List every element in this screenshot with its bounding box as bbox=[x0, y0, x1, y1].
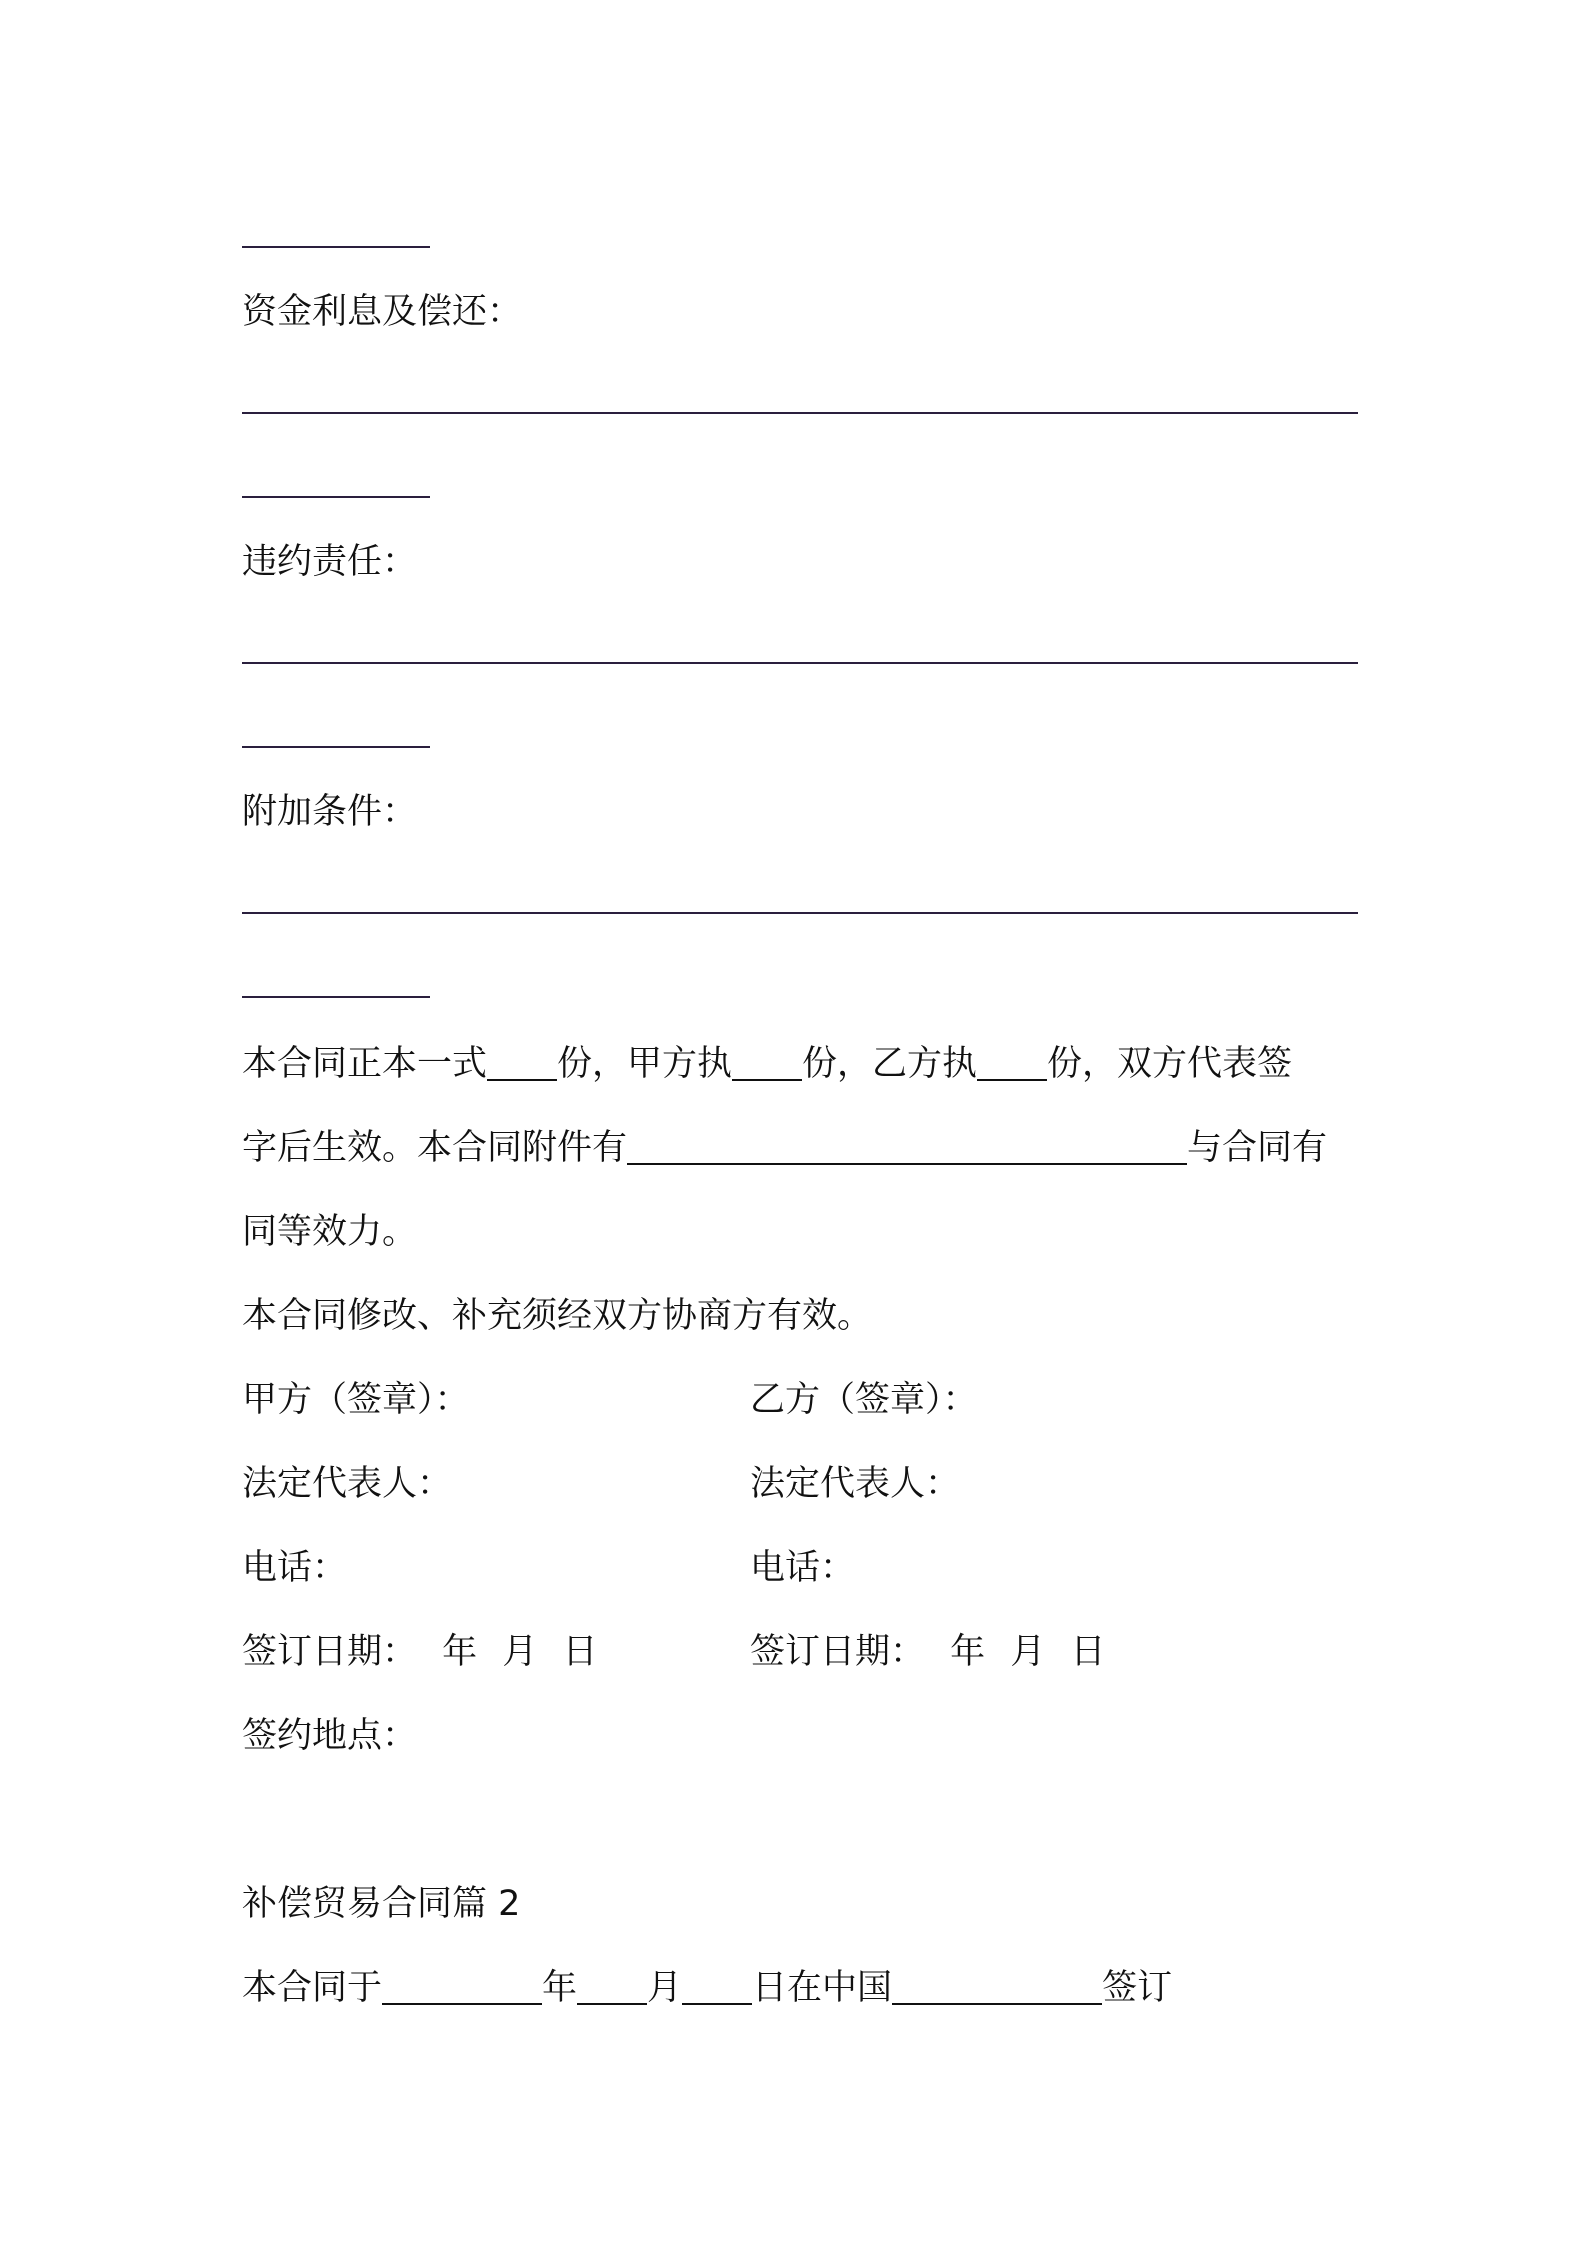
contract-date-text: 本合同于 bbox=[242, 1968, 383, 2008]
blank-field bbox=[977, 1047, 1047, 1081]
contract-date-text: 年 bbox=[542, 1968, 578, 2008]
party-a-date bbox=[242, 1628, 597, 1676]
blank-field bbox=[732, 1047, 802, 1081]
copies-text: 份，甲方执 bbox=[557, 1044, 733, 1084]
equal-effect-line: 同等效力。 bbox=[242, 1212, 418, 1252]
blank-field bbox=[627, 1131, 1187, 1165]
party-b-phone: 电话： bbox=[750, 1548, 856, 1588]
blank-field bbox=[892, 1971, 1102, 2005]
section-title: 补偿贸易合同篇 2 bbox=[242, 1884, 521, 1924]
fill-line-short bbox=[242, 996, 430, 998]
date-day: 日 bbox=[1070, 1632, 1106, 1672]
amendment-line: 本合同修改、补充须经双方协商方有效。 bbox=[242, 1296, 873, 1336]
breach-heading: 违约责任： bbox=[242, 542, 418, 582]
contract-date-text: 日在中国 bbox=[752, 1968, 893, 2008]
contract-date-text: 月 bbox=[647, 1968, 683, 2008]
date-month: 月 bbox=[502, 1632, 538, 1672]
party-b-date bbox=[750, 1628, 1105, 1676]
date-label: 签订日期： bbox=[242, 1632, 418, 1672]
fill-line-full bbox=[242, 662, 1358, 664]
party-a-rep: 法定代表人： bbox=[242, 1464, 453, 1504]
party-b-sign: 乙方（签章）： bbox=[750, 1380, 978, 1420]
funds-interest-heading: 资金利息及偿还： bbox=[242, 292, 523, 332]
fill-line-short bbox=[242, 746, 430, 748]
date-month: 月 bbox=[1010, 1632, 1046, 1672]
copies-text: 份，双方代表签 bbox=[1047, 1044, 1293, 1084]
party-b-rep: 法定代表人： bbox=[750, 1464, 961, 1504]
fill-line-short bbox=[242, 496, 430, 498]
section2-first-line bbox=[242, 1964, 1172, 2012]
copies-text: 份，乙方执 bbox=[802, 1044, 978, 1084]
contract-date-text: 签订 bbox=[1102, 1968, 1173, 2008]
date-label: 签订日期： bbox=[750, 1632, 926, 1672]
additional-heading: 附加条件： bbox=[242, 792, 418, 832]
blank-field bbox=[382, 1971, 542, 2005]
date-year: 年 bbox=[442, 1632, 478, 1672]
fill-line-full bbox=[242, 412, 1358, 414]
party-a-phone: 电话： bbox=[242, 1548, 348, 1588]
party-a-sign: 甲方（签章）： bbox=[242, 1380, 470, 1420]
blank-field bbox=[682, 1971, 752, 2005]
attachment-line bbox=[242, 1124, 1327, 1172]
copies-line bbox=[242, 1040, 1292, 1088]
attachment-text: 字后生效。本合同附件有 bbox=[242, 1128, 628, 1168]
signing-place: 签约地点： bbox=[242, 1716, 418, 1756]
date-day: 日 bbox=[562, 1632, 598, 1672]
attachment-text: 与合同有 bbox=[1187, 1128, 1328, 1168]
date-year: 年 bbox=[950, 1632, 986, 1672]
fill-line-short bbox=[242, 246, 430, 248]
fill-line-full bbox=[242, 912, 1358, 914]
copies-text: 本合同正本一式 bbox=[242, 1044, 488, 1084]
blank-field bbox=[577, 1971, 647, 2005]
blank-field bbox=[487, 1047, 557, 1081]
